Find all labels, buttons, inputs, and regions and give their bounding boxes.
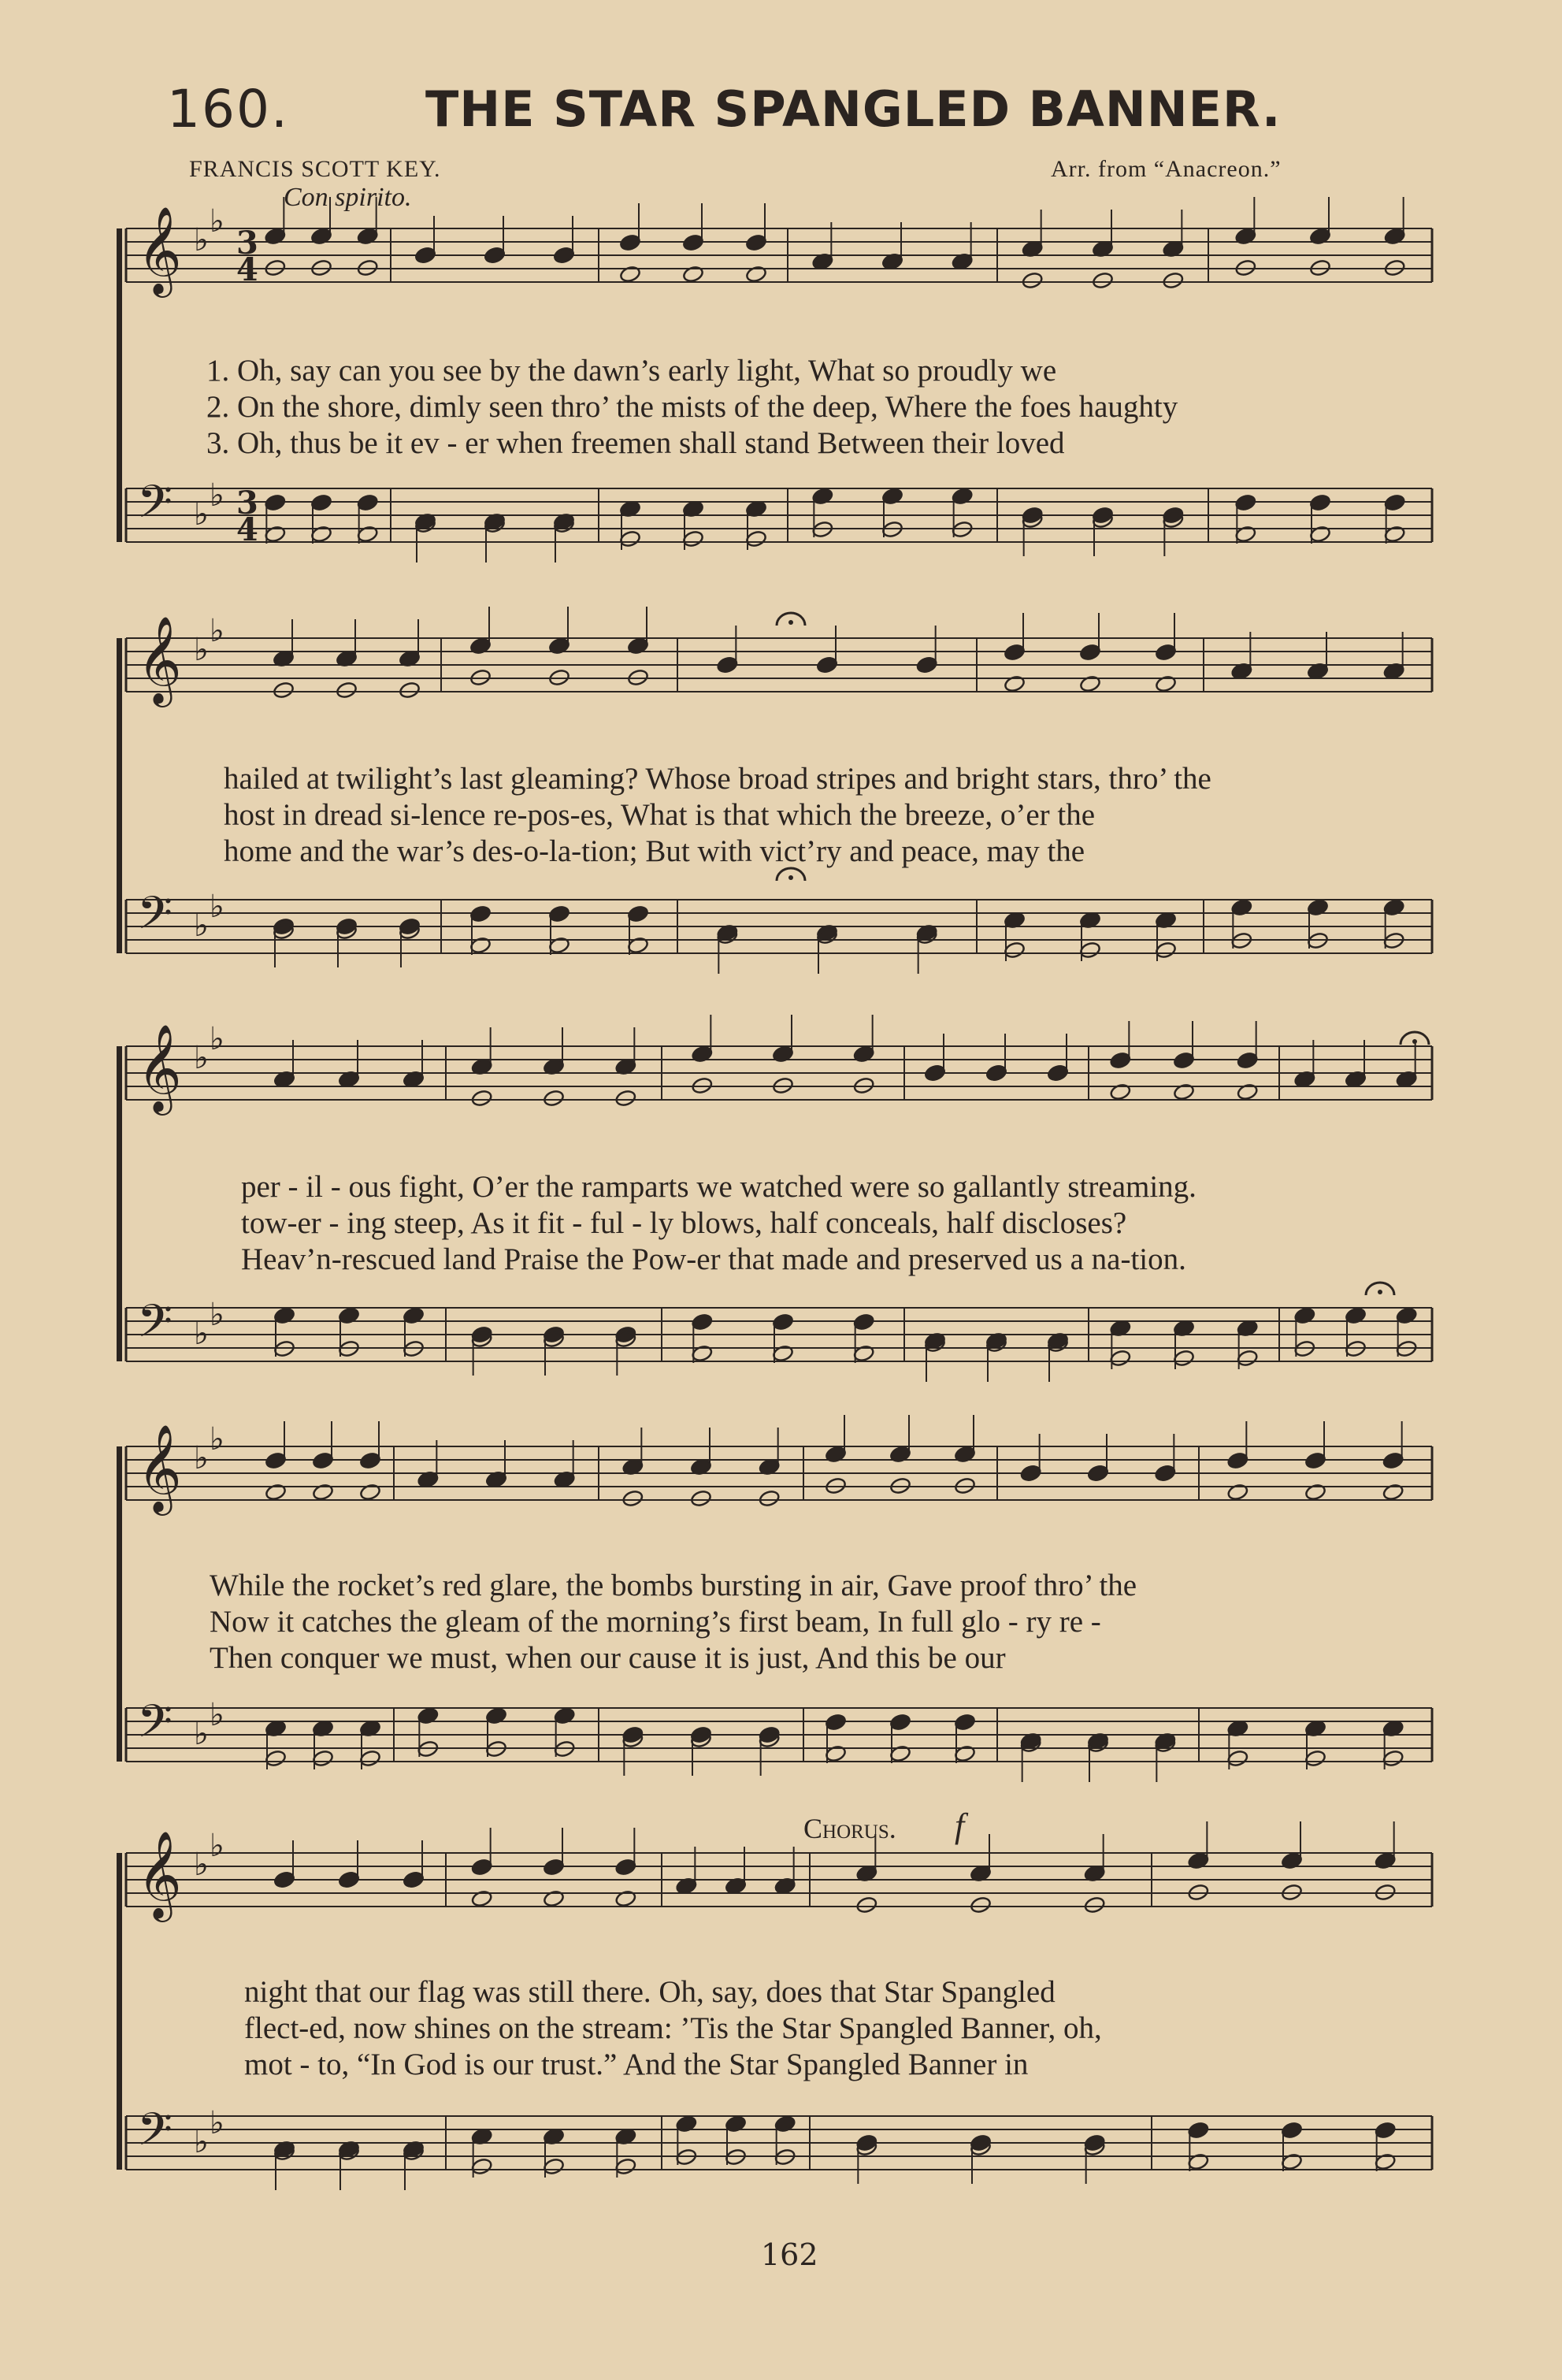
- notehead: [310, 493, 332, 511]
- notehead: [1309, 525, 1331, 543]
- notehead: [614, 1858, 636, 1876]
- notehead: [359, 1451, 381, 1469]
- notehead: [682, 265, 704, 283]
- flat-sign: ♭: [194, 1440, 209, 1476]
- fermata-dot: [1378, 1290, 1382, 1294]
- notehead: [1304, 1483, 1326, 1501]
- flat-sign: ♭: [210, 1421, 224, 1457]
- time-signature-denominator: 4: [236, 511, 258, 548]
- flat-sign: ♭: [194, 1847, 209, 1883]
- tempo-marking: Con spirito.: [284, 183, 412, 212]
- notehead: [1304, 1451, 1326, 1469]
- notehead: [1384, 525, 1406, 543]
- arranger-credit: Arr. from “Anacreon.”: [1051, 156, 1282, 182]
- notehead: [264, 493, 286, 511]
- notehead: [614, 1889, 636, 1907]
- notehead: [1173, 1082, 1195, 1101]
- notehead: [1155, 643, 1177, 661]
- notehead: [621, 1489, 644, 1507]
- notehead: [1384, 227, 1406, 245]
- notehead: [627, 637, 649, 655]
- notehead: [745, 233, 767, 251]
- page-number: 162: [761, 2237, 818, 2272]
- notehead: [954, 1445, 976, 1463]
- notehead: [357, 525, 379, 543]
- lyric-line: tow-er - ing steep, As it fit - ful - ly blows, half conceals, half discloses?: [241, 1206, 1127, 1240]
- notehead: [811, 487, 833, 505]
- notehead: [881, 487, 903, 505]
- lyric-line: While the rocket’s red glare, the bombs bursting in air, Gave proof thro’ the: [210, 1569, 1137, 1602]
- notehead: [471, 1089, 493, 1107]
- notehead: [1234, 227, 1256, 245]
- notehead: [772, 1313, 794, 1331]
- notehead: [357, 227, 379, 245]
- system-bracket: [117, 638, 122, 953]
- flat-sign: ♭: [194, 632, 209, 668]
- notehead: [548, 936, 570, 954]
- flat-sign: ♭: [210, 203, 224, 239]
- notehead: [1293, 1306, 1315, 1324]
- notehead: [627, 936, 649, 954]
- notehead: [1079, 941, 1101, 959]
- notehead: [1155, 674, 1177, 692]
- notehead: [1234, 493, 1256, 511]
- notehead: [471, 1889, 493, 1907]
- hymn-title: THE STAR SPANGLED BANNER.: [425, 80, 1282, 138]
- lyric-line: Then conquer we must, when our cause it is just, And this be our: [210, 1641, 1006, 1675]
- flat-sign: ♭: [210, 613, 224, 649]
- notehead: [1304, 1749, 1326, 1767]
- notehead: [1237, 1349, 1259, 1367]
- bass-clef: 𝄢: [137, 1294, 173, 1359]
- flat-sign: ♭: [194, 2124, 209, 2160]
- notehead: [691, 1045, 713, 1063]
- notehead: [1226, 1749, 1248, 1767]
- notehead: [1309, 227, 1331, 245]
- lyric-line: Heav’n-rescued land Praise the Pow-er that made and preserved us a na-tion.: [241, 1242, 1186, 1276]
- lyric-line: mot - to, “In God is our trust.” And the Star Spangled Banner in: [244, 2048, 1029, 2081]
- notehead: [1281, 1851, 1303, 1869]
- notehead: [1092, 271, 1114, 289]
- notehead: [889, 1713, 911, 1731]
- notehead: [273, 1306, 295, 1324]
- time-signature-numerator: 3: [236, 485, 258, 522]
- notehead: [1281, 2121, 1303, 2139]
- flat-sign: ♭: [210, 1021, 224, 1057]
- fermata-dot: [788, 620, 793, 625]
- notehead: [399, 681, 421, 699]
- lyric-line: 3. Oh, thus be it ev - er when freemen shall stand Between their loved: [206, 426, 1065, 460]
- notehead: [469, 936, 492, 954]
- notehead: [403, 1306, 425, 1324]
- notehead: [359, 1483, 381, 1501]
- lyric-line: night that our flag was still there. Oh, say, does that Star Spangled: [244, 1975, 1056, 2009]
- notehead: [825, 1744, 847, 1762]
- notehead: [682, 529, 704, 548]
- notehead: [264, 525, 286, 543]
- notehead: [619, 265, 641, 283]
- notehead: [619, 233, 641, 251]
- notehead: [853, 1045, 875, 1063]
- notehead: [1187, 1851, 1209, 1869]
- notehead: [1162, 271, 1184, 289]
- notehead: [1109, 1082, 1131, 1101]
- lyric-line: host in dread si-lence re-pos-es, What is that which the breeze, o’er the: [224, 798, 1096, 832]
- lyric-line: flect-ed, now shines on the stream: ’Tis the Star Spangled Banner, oh,: [244, 2011, 1102, 2045]
- notehead: [417, 1706, 439, 1725]
- bass-clef: 𝄢: [137, 886, 173, 951]
- notehead: [627, 904, 649, 923]
- notehead: [691, 1313, 713, 1331]
- treble-clef: 𝄞: [137, 206, 182, 294]
- notehead: [1226, 1451, 1248, 1469]
- flat-sign: ♭: [194, 1316, 209, 1352]
- notehead: [1281, 2152, 1303, 2170]
- system-bracket: [117, 228, 122, 542]
- notehead: [1173, 1349, 1195, 1367]
- notehead: [265, 1749, 287, 1767]
- notehead: [1383, 898, 1405, 916]
- treble-clef: 𝄞: [137, 1830, 182, 1918]
- composer-credit: FRANCIS SCOTT KEY.: [189, 156, 441, 182]
- flat-sign: ♭: [210, 1297, 224, 1333]
- notehead: [1375, 1851, 1397, 1869]
- notehead: [1345, 1306, 1367, 1324]
- notehead: [675, 2115, 697, 2133]
- chorus-label: Chorus.: [803, 1813, 896, 1844]
- notehead: [1109, 1051, 1131, 1069]
- notehead: [1382, 1451, 1404, 1469]
- treble-clef: 𝄞: [137, 1023, 182, 1112]
- notehead: [543, 1858, 565, 1876]
- notehead: [265, 1451, 287, 1469]
- notehead: [745, 265, 767, 283]
- notehead: [338, 1306, 360, 1324]
- notehead: [1079, 643, 1101, 661]
- lyric-line: hailed at twilight’s last gleaming? Whose broad stripes and bright stars, thro’ the: [224, 762, 1211, 796]
- system-bracket: [117, 1446, 122, 1762]
- notehead: [554, 1706, 576, 1725]
- notehead: [1022, 271, 1044, 289]
- fermata-dot: [788, 875, 793, 880]
- fermata-dot: [1412, 1039, 1417, 1044]
- notehead: [1234, 525, 1256, 543]
- notehead: [471, 2157, 493, 2175]
- notehead: [1382, 1483, 1404, 1501]
- notehead: [889, 1744, 911, 1762]
- notehead: [548, 904, 570, 923]
- notehead: [1237, 1082, 1259, 1101]
- notehead: [1382, 1749, 1404, 1767]
- notehead: [264, 227, 286, 245]
- treble-clef: 𝄞: [137, 615, 182, 704]
- notehead: [725, 2115, 747, 2133]
- notehead: [1004, 941, 1026, 959]
- notehead: [1375, 2121, 1397, 2139]
- flat-sign: ♭: [210, 1697, 224, 1733]
- flat-sign: ♭: [194, 1040, 209, 1076]
- bass-clef: 𝄢: [137, 2103, 173, 2167]
- notehead: [774, 2115, 796, 2133]
- time-signature-numerator: 3: [236, 225, 258, 262]
- notehead: [359, 1749, 381, 1767]
- notehead: [1004, 643, 1026, 661]
- notehead: [265, 1483, 287, 1501]
- hymn-number: 160.: [167, 79, 289, 139]
- notehead: [357, 493, 379, 511]
- flat-sign: ♭: [210, 1828, 224, 1864]
- notehead: [1396, 1306, 1418, 1324]
- notehead: [312, 1483, 334, 1501]
- time-signature-denominator: 4: [236, 251, 258, 288]
- lyric-line: Now it catches the gleam of the morning’s first beam, In full glo - ry re -: [210, 1605, 1101, 1639]
- lyric-line: 2. On the shore, dimly seen thro’ the mists of the deep, Where the foes haughty: [206, 390, 1178, 424]
- notehead: [759, 1489, 781, 1507]
- flat-sign: ♭: [194, 222, 209, 258]
- notehead: [310, 525, 332, 543]
- notehead: [1187, 2121, 1209, 2139]
- notehead: [548, 637, 570, 655]
- notehead: [1309, 493, 1331, 511]
- notehead: [772, 1344, 794, 1362]
- notehead: [1004, 674, 1026, 692]
- notehead: [691, 1344, 713, 1362]
- notehead: [543, 1889, 565, 1907]
- flat-sign: ♭: [210, 2105, 224, 2141]
- lyric-line: 1. Oh, say can you see by the dawn’s early light, What so proudly we: [206, 354, 1057, 388]
- notehead: [970, 1895, 992, 1914]
- notehead: [825, 1445, 847, 1463]
- notehead: [1173, 1051, 1195, 1069]
- notehead: [855, 1895, 877, 1914]
- notehead: [1237, 1051, 1259, 1069]
- notehead: [543, 2157, 565, 2175]
- flat-sign: ♭: [194, 908, 209, 944]
- notehead: [682, 233, 704, 251]
- notehead: [1375, 2152, 1397, 2170]
- lyric-line: per - il - ous fight, O’er the ramparts we watched were so gallantly streaming.: [241, 1170, 1197, 1204]
- notehead: [889, 1445, 911, 1463]
- flat-sign: ♭: [194, 1716, 209, 1752]
- treble-clef: 𝄞: [137, 1424, 182, 1512]
- bass-clef: 𝄢: [137, 1695, 173, 1759]
- notehead: [1084, 1895, 1106, 1914]
- notehead: [310, 227, 332, 245]
- notehead: [1155, 941, 1177, 959]
- notehead: [745, 529, 767, 548]
- notehead: [485, 1706, 507, 1725]
- notehead: [772, 1045, 794, 1063]
- notehead: [469, 904, 492, 923]
- notehead: [469, 637, 492, 655]
- notehead: [1230, 898, 1252, 916]
- notehead: [1109, 1349, 1131, 1367]
- notehead: [1226, 1483, 1248, 1501]
- notehead: [1187, 2152, 1209, 2170]
- system-bracket: [117, 1853, 122, 2170]
- notehead: [336, 681, 358, 699]
- dynamic-marking: f: [955, 1806, 965, 1845]
- notehead: [1079, 674, 1101, 692]
- notehead: [273, 681, 295, 699]
- notehead: [825, 1713, 847, 1731]
- flat-sign: ♭: [194, 496, 209, 533]
- lyric-line: home and the war’s des-o-la-tion; But with vict’ry and peace, may the: [224, 834, 1085, 868]
- notehead: [312, 1451, 334, 1469]
- notehead: [1384, 493, 1406, 511]
- notehead: [543, 1089, 565, 1107]
- flat-sign: ♭: [210, 889, 224, 925]
- notehead: [614, 2157, 636, 2175]
- notehead: [312, 1749, 334, 1767]
- flat-sign: ♭: [210, 477, 224, 514]
- system-bracket: [117, 1046, 122, 1361]
- notehead: [853, 1344, 875, 1362]
- notehead: [614, 1089, 636, 1107]
- notehead: [471, 1858, 493, 1876]
- notehead: [619, 529, 641, 548]
- notehead: [954, 1744, 976, 1762]
- notehead: [954, 1713, 976, 1731]
- notehead: [853, 1313, 875, 1331]
- notehead: [1307, 898, 1329, 916]
- notehead: [690, 1489, 712, 1507]
- notehead: [952, 487, 974, 505]
- bass-clef: 𝄢: [137, 475, 173, 540]
